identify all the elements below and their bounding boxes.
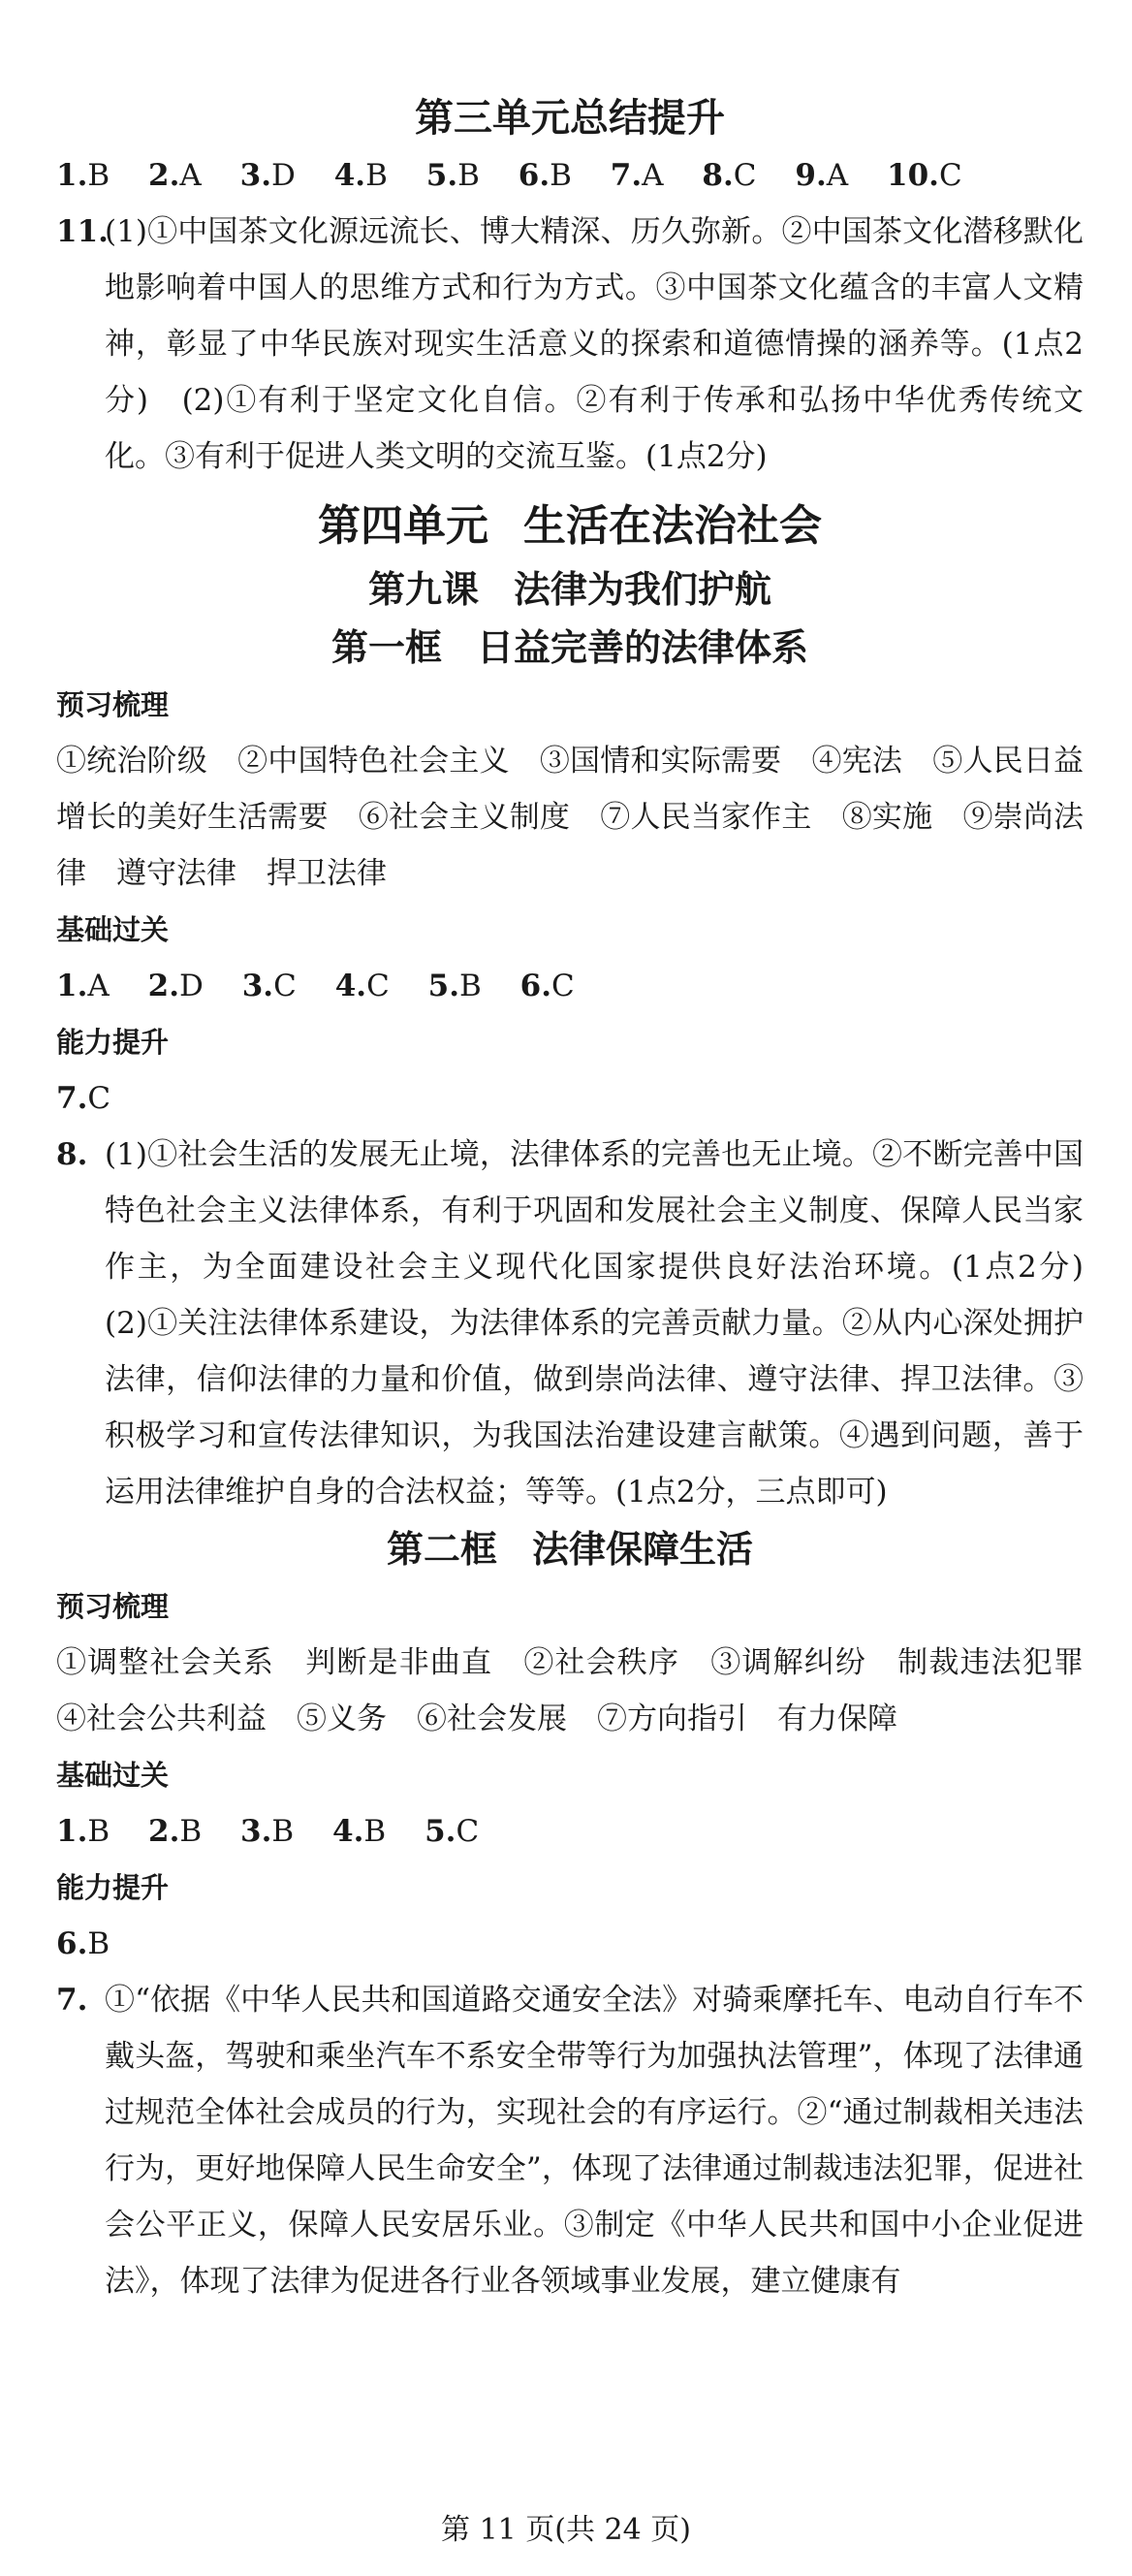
lesson-title	[56, 560, 1084, 619]
answer-item: 1.A	[56, 969, 110, 1003]
question-11-answer	[56, 204, 1084, 485]
question-number: 11.	[56, 214, 109, 249]
question-7-answer	[56, 1972, 1084, 2309]
question-6-answer: 6.B	[56, 1926, 110, 1961]
lesson-name: 法律为我们护航	[514, 568, 772, 611]
answer-text: ①“依据《中华人民共和国道路交通安全法》对骑乘摩托车、电动自行车不戴头盔，驾驶和乘坐汽车不系安全带等行为加强执法管理”，体现了法律通过规范全体社会成员的行为，实现社会的有序运行。②“通过制裁相关违法行为，更好地保障人民生命安全”，体现了法律通过制裁违法犯罪，促进社会公平正义，保障人民安居乐业。③制定《中华人民共和国中小企业促进法》，体现了法律为促进各行业各领域事业发展，建立健康有	[105, 1983, 1084, 2299]
section-heading-preview: 预习梳理	[56, 1590, 170, 1623]
answer-item: 3.D	[239, 158, 296, 193]
question-7-answer: 7.C	[56, 1081, 111, 1116]
answer-item: 1.B	[56, 158, 110, 193]
answer-page	[0, 89, 1132, 2576]
frame-name: 日益完善的法律体系	[477, 626, 809, 669]
section-heading-basic: 基础过关	[56, 913, 170, 946]
answer-item: 4.B	[332, 1814, 387, 1849]
unit4-title	[56, 493, 1084, 560]
answer-text: (1)①社会生活的发展无止境，法律体系的完善也无止境。②不断完善中国特色社会主义法律体系，有利于巩固和发展社会主义制度、保障人民当家作主，为全面建设社会主义现代化国家提供良好法治环境。(1点2分) (2)①关注法律体系建设，为法律体系的完善贡献力量。②从内心深处拥护法律，信仰法律的力量和价值，做到崇尚法律、遵守法律、捍卫法律。③积极学习和宣传法律知识，为我国法治建设建言献策。④遇到问题，善于运用法律维护自身的合法权益；等等。(1点2分，三点即可)	[105, 1137, 1114, 1510]
unit-name: 生活在法治社会	[523, 501, 822, 551]
question-8-answer	[56, 1127, 1114, 1520]
section-heading-ability: 能力提升	[56, 1026, 170, 1059]
answer-item: 4.C	[334, 969, 390, 1003]
answer-item: 3.B	[240, 1814, 295, 1849]
question-number: 7.	[56, 1983, 88, 2018]
section-heading-preview: 预习梳理	[56, 688, 170, 721]
answer-item: 9.A	[795, 158, 849, 193]
answer-item: 7.A	[610, 158, 664, 193]
basic-answer-row	[56, 958, 1084, 1014]
answer-item: 2.A	[148, 158, 202, 193]
frame-name: 法律保障生活	[532, 1528, 754, 1571]
answer-item: 1.B	[56, 1814, 110, 1849]
answer-item: 2.B	[148, 1814, 203, 1849]
lesson-label: 第九课	[367, 568, 479, 611]
answer-item: 5.B	[427, 969, 482, 1003]
frame-label: 第二框	[386, 1528, 497, 1571]
frame2-title	[56, 1520, 1084, 1578]
answer-item: 6.C	[519, 969, 575, 1003]
answer-item: 8.C	[702, 158, 757, 193]
answer-item: 4.B	[333, 158, 388, 193]
answer-item: 10.C	[887, 158, 962, 193]
question-number: 8.	[56, 1137, 88, 1172]
section-heading-ability: 能力提升	[56, 1871, 170, 1904]
answer-item: 6.B	[518, 158, 572, 193]
unit3-summary-title: 第三单元总结提升	[415, 96, 725, 141]
answer-item: 5.C	[424, 1814, 480, 1849]
page-footer: 第 11 页(共 24 页)	[441, 2513, 691, 2547]
answer-item: 3.C	[241, 969, 297, 1003]
answer-text: (1)①中国茶文化源远流长、博大精深、历久弥新。②中国茶文化潜移默化地影响着中国人的思维方式和行为方式。③中国茶文化蕴含的丰富人文精神，彰显了中华民族对现实生活意义的探索和道德情操的涵养等。(1点2分) (2)①有利于坚定文化自信。②有利于传承和弘扬中华优秀传统文化。③有利于促进人类文明的交流互鉴。(1点2分)	[105, 214, 1084, 474]
unit3-answer-row	[56, 147, 1084, 204]
section-heading-basic: 基础过关	[56, 1759, 170, 1792]
answer-item: 2.D	[147, 969, 204, 1003]
basic-answer-row	[56, 1803, 1084, 1860]
unit-label: 第四单元	[318, 501, 488, 551]
preview-answers: ①统治阶级 ②中国特色社会主义 ③国情和实际需要 ④宪法 ⑤人民日益增长的美好生活需要 ⑥社会主义制度 ⑦人民当家作主 ⑧实施 ⑨崇尚法律 遵守法律 捍卫法律	[56, 744, 1084, 891]
answer-item: 5.B	[425, 158, 480, 193]
frame1-title	[56, 619, 1084, 677]
frame-label: 第一框	[330, 626, 442, 669]
preview-answers: ①调整社会关系 判断是非曲直 ②社会秩序 ③调解纠纷 制裁违法犯罪 ④社会公共利益 ⑤义务 ⑥社会发展 ⑦方向指引 有力保障	[56, 1645, 1114, 1736]
